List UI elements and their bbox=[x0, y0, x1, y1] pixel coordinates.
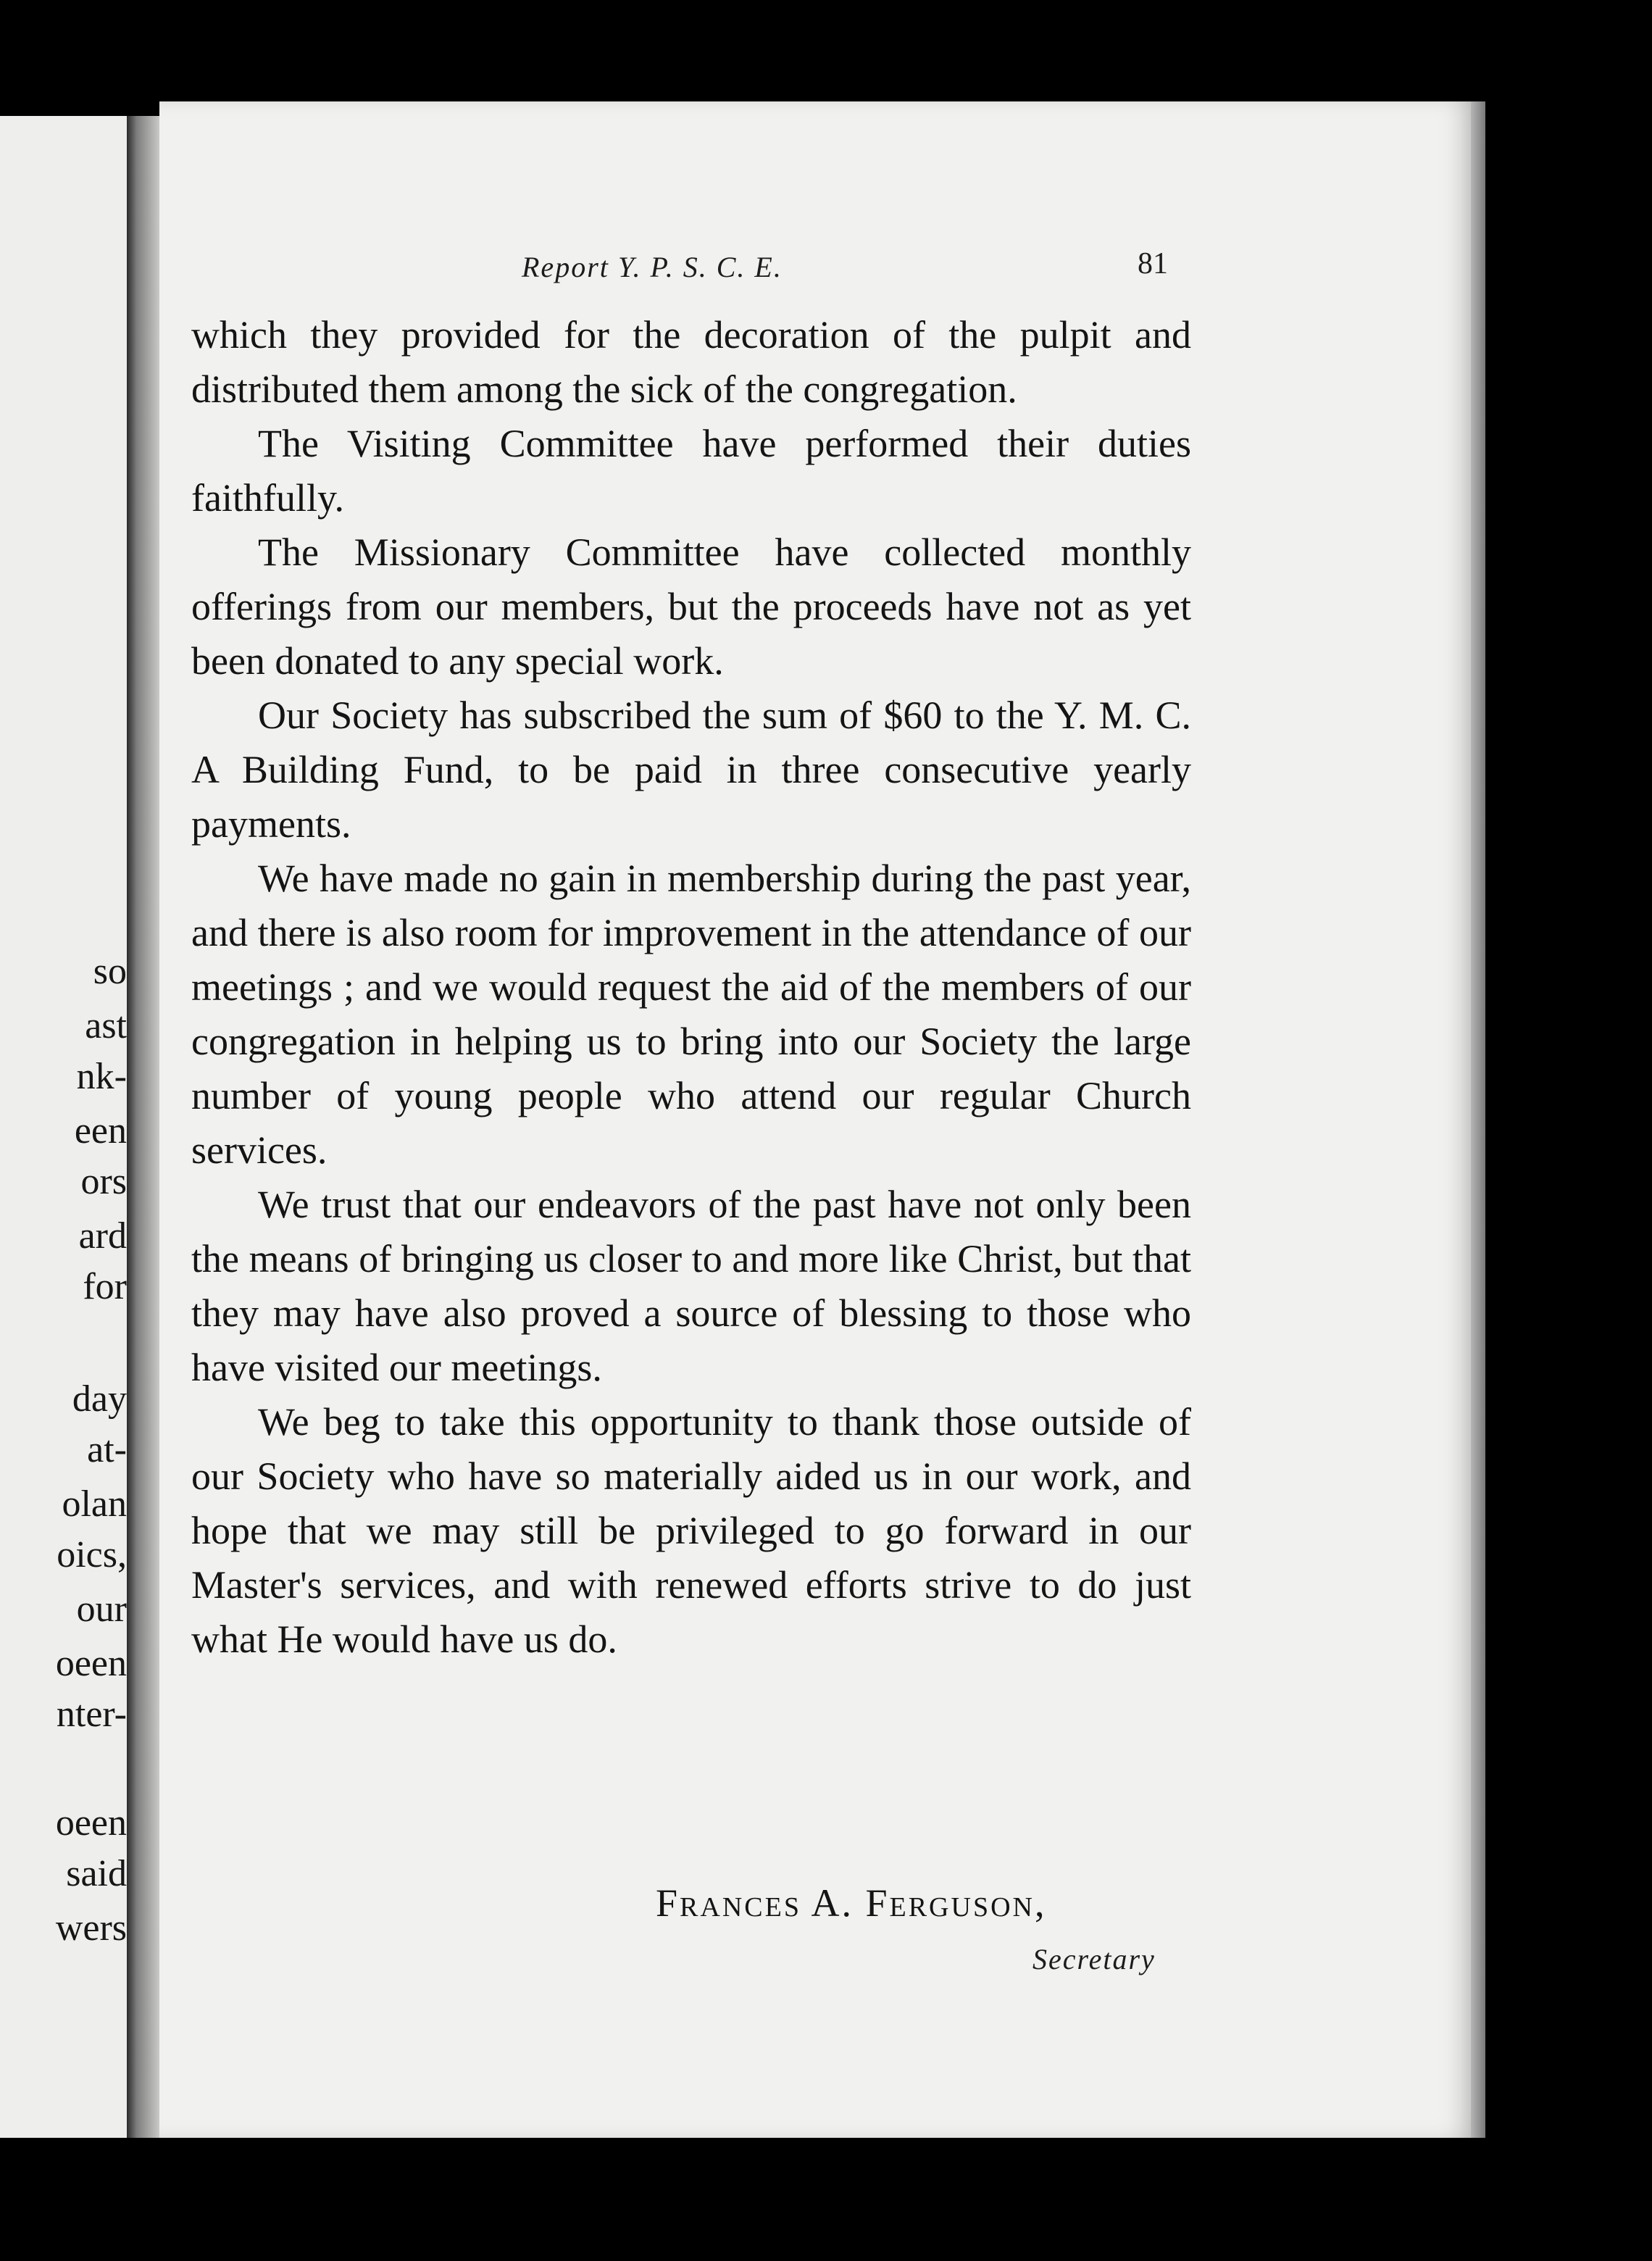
left-page-line: day bbox=[72, 1378, 127, 1420]
paragraph-visiting-committee: The Visiting Committee have performed their duties faithfully. bbox=[191, 422, 1191, 520]
left-page-line: een bbox=[74, 1110, 127, 1152]
paragraph-ymca-fund: Our Society has subscribed the sum of $60 to the Y. M. C. A Building Fund, to be paid in three consecutive yearly payments. bbox=[191, 694, 1191, 846]
previous-page-fragment bbox=[0, 116, 127, 2138]
left-page-line: wers bbox=[55, 1907, 127, 1949]
left-page-line: our bbox=[76, 1588, 127, 1630]
left-page-line: nter- bbox=[56, 1694, 127, 1735]
paragraph-membership: We have made no gain in membership during the past year, and there is also room for improvement in the attendance of our meetings ; and we would request the aid of the members of our congregation in helping us to bring into our Society the large number of young people who attend our regular Church services. bbox=[191, 857, 1191, 1172]
left-page-line: ard bbox=[78, 1215, 127, 1257]
left-page-line: oeen bbox=[55, 1802, 127, 1844]
body-text bbox=[191, 308, 1191, 1667]
left-page-line: oeen bbox=[55, 1643, 127, 1684]
paragraph-endeavors: We trust that our endeavors of the past have not only been the means of bringing us closer to and more like Christ, but that they may have also proved a source of blessing to those who have visited our meetings. bbox=[191, 1183, 1191, 1389]
paragraph-missionary-committee: The Missionary Committee have collected monthly offerings from our members, but the proceeds have not as yet been donated to any special work. bbox=[191, 530, 1191, 683]
left-page-line: nk- bbox=[76, 1056, 127, 1097]
left-page-line: for bbox=[83, 1266, 127, 1307]
left-page-line: at- bbox=[87, 1429, 127, 1470]
page-edge bbox=[1471, 101, 1485, 2138]
left-page-line: ors bbox=[80, 1161, 127, 1202]
left-page-line: ast bbox=[85, 1005, 127, 1046]
left-page-line: olan bbox=[62, 1483, 127, 1525]
paragraph-continuation: which they provided for the decoration of the pulpit and distributed them among the sick of the congregation. bbox=[191, 313, 1191, 411]
book-gutter bbox=[127, 116, 159, 2138]
left-page-line: said bbox=[66, 1853, 127, 1894]
signature-title: Secretary bbox=[1032, 1943, 1156, 1975]
paragraph-thanks: We beg to take this opportunity to thank those outside of our Society who have so materially aided us in our work, and hope that we may still be privileged to go forward in our Master's services, and with renewed efforts strive to do just what He would have us do. bbox=[191, 1400, 1191, 1661]
left-page-line: oics, bbox=[57, 1534, 127, 1575]
page-number: 81 bbox=[1138, 247, 1168, 280]
signature-name: Frances A. Ferguson, bbox=[656, 1881, 1047, 1925]
left-page-line: so bbox=[93, 951, 127, 992]
running-head: Report Y. P. S. C. E. bbox=[522, 251, 783, 283]
